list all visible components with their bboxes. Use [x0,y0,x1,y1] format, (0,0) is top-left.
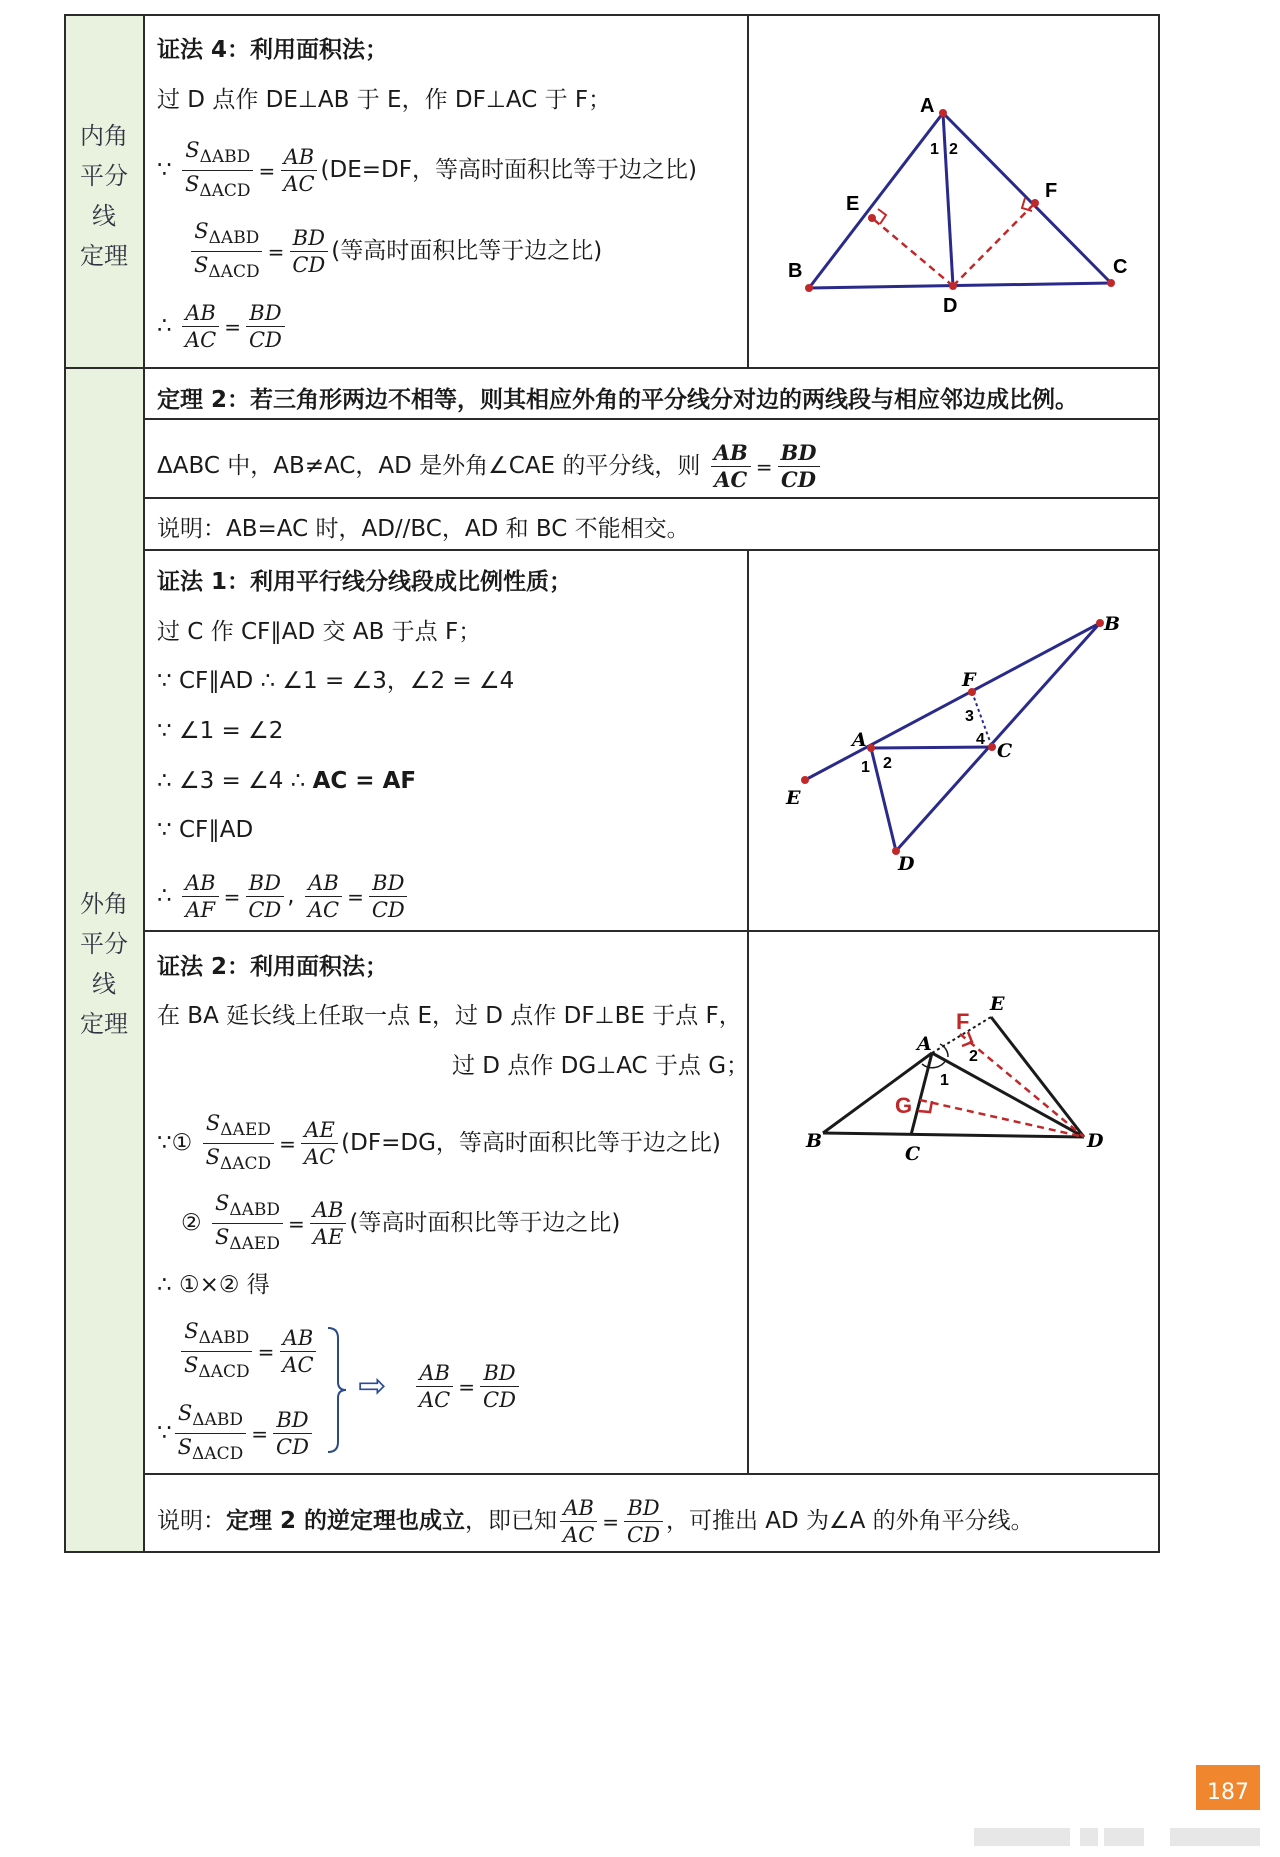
proof1-line4: ∴ ∠3 = ∠4 ∴ AC = AF [157,768,417,794]
fig1-label-D: D [943,295,958,317]
proof2-result1: $\frac{S_{\Delta ABD}}{S_{\Delta ACD}}$ = $\frac{AB}{AC}$ [178,1318,320,1385]
fig1-label-A: A [920,95,935,117]
proof4-line1: 过 D 点作 DE⊥AB 于 E，作 DF⊥AC 于 F； [157,87,612,113]
proof4-eq2: $\frac{S_{\Delta ABD}}{S_{\Delta ACD}}$ = $\frac{BD}{CD}$ (等高时面积比等于边之比) [188,218,602,285]
proof1-line5: ∵ CF∥AD [157,817,254,843]
footer-bar [1080,1828,1098,1846]
fig3-label-F: F [956,1009,970,1034]
fig1-angle-1: 1 [930,141,939,158]
border [144,1473,1160,1475]
fig3-label-E: E [990,993,1005,1015]
footer-bar [974,1828,1070,1846]
fig2-label-E: E [786,787,801,809]
border [747,549,749,1474]
border [64,14,1160,16]
brace [326,1325,348,1455]
proof2-final: $\frac{AB}{AC}$ = $\frac{BD}{CD}$ [413,1360,522,1413]
border [1158,14,1160,1553]
fig1-angle-2: 2 [949,141,958,158]
figure-outer-bisector-area [750,960,1150,1180]
proof2-eq1: ∵① $\frac{S_{\Delta AED}}{S_{\Delta ACD}}$ = $\frac{AE}{AC}$ (DF=DG，等高时面积比等于边之比) [157,1111,721,1175]
fig3-label-A: A [917,1033,932,1055]
border [64,367,1160,369]
fig2-label-C: C [997,740,1013,762]
fig2-angle-2: 2 [883,755,892,772]
fig3-label-D: D [1087,1130,1104,1152]
footer-bar [1170,1828,1260,1846]
proof2-eq2: ② $\frac{S_{\Delta ABD}}{S_{\Delta AED}}$ = $\frac{AB}{AE}$ (等高时面积比等于边之比) [181,1191,621,1255]
theorem2-title: 定理 2：若三角形两边不相等，则其相应外角的平分线分对边的两线段与相应邻边成比例。 [157,387,1079,413]
proof4-conclusion: ∴ $\frac{AB}{AC}$ = $\frac{BD}{CD}$ [157,300,288,353]
inner-side-label: 内角 平分 线 定理 [80,122,128,270]
border [144,549,1160,551]
border [64,14,66,1553]
fig3-label-B: B [806,1130,823,1152]
fig3-angle-1: 1 [940,1072,949,1089]
implies-arrow: ⇨ [358,1366,387,1406]
border [144,930,1160,932]
theorem2-statement: ΔABC 中，AB≠AC，AD 是外角∠CAE 的平分线，则 $\frac{AB}{AC}$ = $\frac{BD}{CD}$ [157,440,823,493]
fig3-label-C: C [905,1143,921,1165]
fig2-label-D: D [898,853,915,875]
border [144,418,1160,420]
border [143,14,145,1553]
proof1-line1: 过 C 作 CF∥AD 交 AB 于点 F； [157,619,482,645]
fig2-angle-4: 4 [976,731,985,748]
border [64,1551,1160,1553]
fig1-label-C: C [1113,256,1128,278]
proof4-title: 证法 4：利用面积法； [157,37,389,63]
fig2-angle-1: 1 [861,759,870,776]
proof1-title: 证法 1：利用平行线分线段成比例性质； [157,569,573,595]
outer-side-label: 外角 平分 线 定理 [80,890,128,1038]
footer-bar [1104,1828,1144,1846]
proof1-line2: ∵ CF∥AD ∴ ∠1 = ∠3，∠2 = ∠4 [157,668,515,694]
proof4-eq1: ∵ $\frac{S_{\Delta ABD}}{S_{\Delta ACD}}$ = $\frac{AB}{AC}$ (DE=DF，等高时面积比等于边之比) [157,138,697,202]
proof2-result2: ∵ $\frac{S_{\Delta ABD}}{S_{\Delta ACD}}$ = $\frac{BD}{CD}$ [157,1400,315,1467]
fig1-label-F: F [1045,180,1058,202]
fig1-label-B: B [788,260,803,282]
border [747,14,749,368]
fig3-angle-2: 2 [969,1048,978,1065]
fig2-angle-3: 3 [965,708,974,725]
fig2-label-A: A [852,729,867,751]
fig3-label-G: G [895,1093,913,1118]
proof2-line1: 在 BA 延长线上任取一点 E，过 D 点作 DF⊥BE 于点 F， [157,1003,742,1029]
theorem2-remark: 说明：AB=AC 时，AD//BC，AD 和 BC 不能相交。 [157,516,690,542]
figure-outer-bisector-parallel [750,600,1150,880]
fig2-label-F: F [962,669,976,691]
proof2-line2: 过 D 点作 DG⊥AC 于点 G； [452,1053,750,1079]
proof1-conclusion: ∴ $\frac{AB}{AF}$ = $\frac{BD}{CD}$ , $\frac{AB}{AC}$ = $\frac{BD}{CD}$ [157,870,411,923]
fig2-label-B: B [1104,613,1121,635]
proof1-line3: ∵ ∠1 = ∠2 [157,718,284,744]
final-remark: 说明：定理 2 的逆定理也成立，即已知 $\frac{AB}{AC}$ = $\frac{BD}{CD}$ ，可推出 AD 为∠A 的外角平分线。 [157,1496,1034,1547]
border [144,497,1160,499]
proof2-title: 证法 2：利用面积法； [157,954,389,980]
fig1-label-E: E [846,193,860,215]
page-number: 187 [1196,1765,1260,1810]
proof2-mult: ∴ ①×② 得 [157,1272,270,1298]
figure-inner-bisector [750,90,1150,330]
